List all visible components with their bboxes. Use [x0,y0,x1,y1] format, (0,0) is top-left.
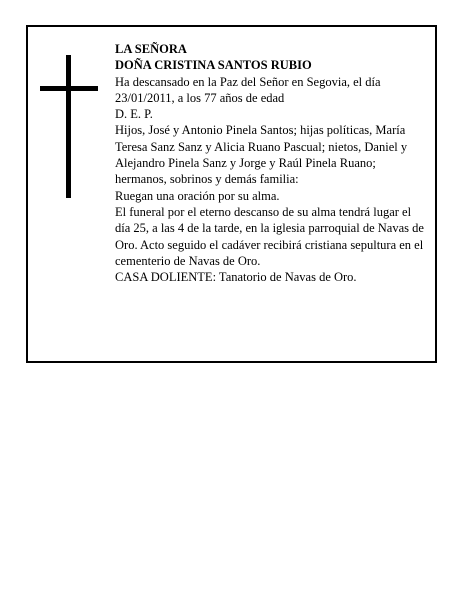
obituary-text [115,41,427,285]
prayer-request: Ruegan una oración por su alma. [115,188,280,203]
cross-vertical-bar [66,55,71,198]
death-statement: Ha descansado en la Paz del Señor en Segovia, el día 23/01/2011, a los 77 años de edad [115,74,381,105]
deceased-name: DOÑA CRISTINA SANTOS RUBIO [115,58,312,73]
funeral-details: El funeral por el eterno descanso de su alma tendrá lugar el día 25, a las 4 de la tarde, en la iglesia parroquial de Navas de Oro. Acto seguido el cadáver recibirá cristiana sepultura en el cementerio de Navas de Oro. [115,204,424,268]
family-list: Hijos, José y Antonio Pinela Santos; hijas políticas, María Teresa Sanz Sanz y Alicia Ruano Pascual; nietos, Daniel y Alejandro Pinela Sanz y Jorge y Raúl Pinela Ruano; hermanos, sobrinos y demás familia: [115,123,408,187]
heading-title: LA SEÑORA [115,42,187,56]
obituary-notice-frame [26,25,437,363]
dep-abbreviation: D. E. P. [115,107,153,122]
casa-doliente: CASA DOLIENTE: Tanatorio de Navas de Oro. [115,270,357,285]
cross-horizontal-bar [40,86,98,91]
cross-icon [40,55,98,198]
